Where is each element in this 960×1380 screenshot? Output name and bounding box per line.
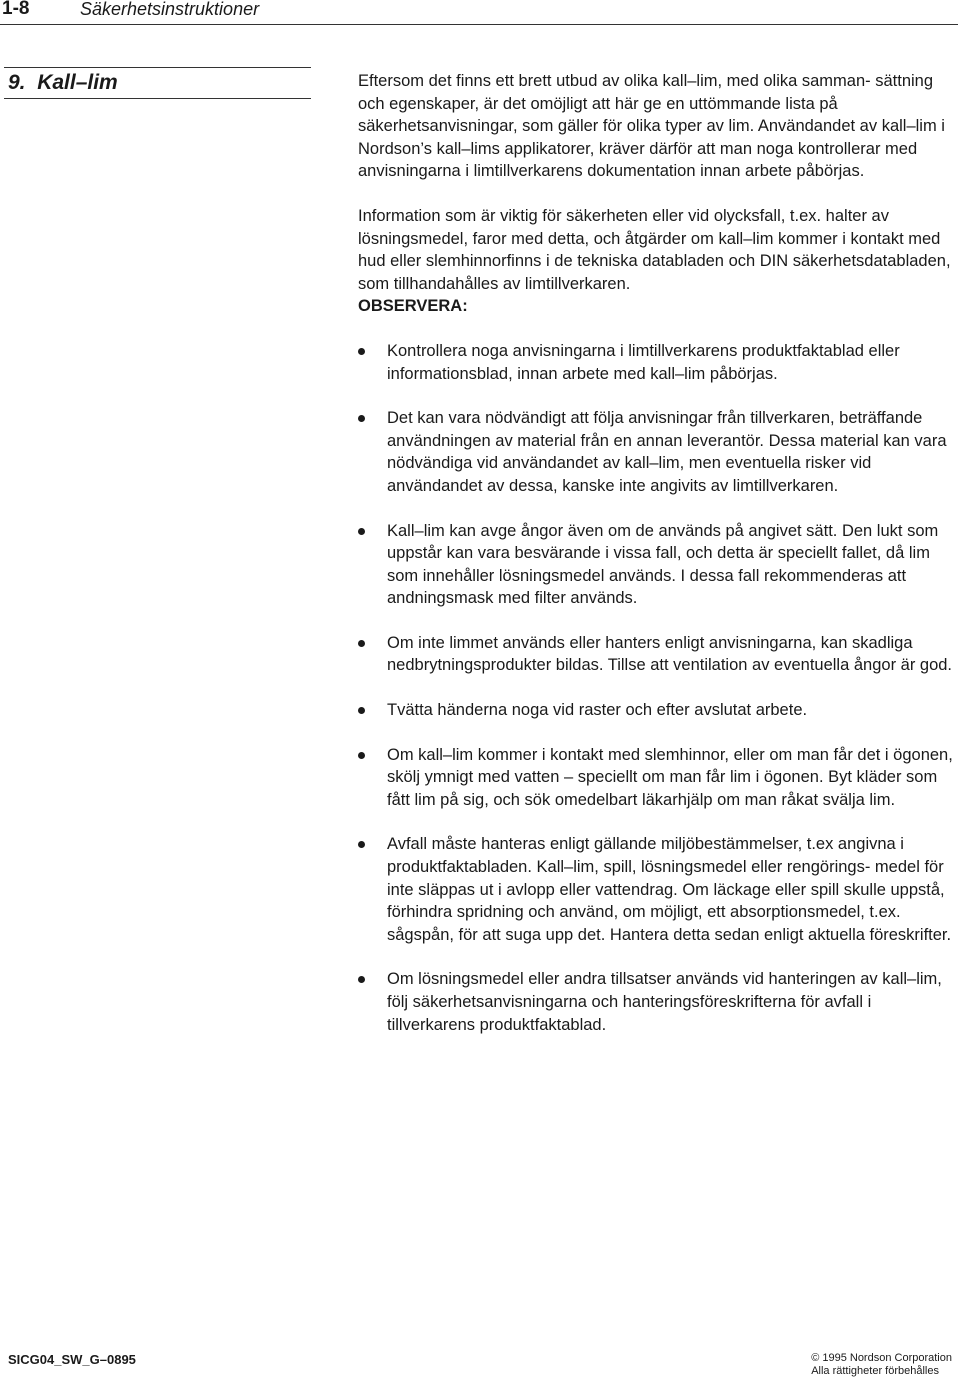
page-header bbox=[0, 0, 960, 26]
bullet-icon bbox=[358, 976, 365, 983]
section-number: 9. bbox=[8, 71, 26, 94]
list-item-text: Om lösningsmedel eller andra tillsatser används vid hanteringen av kall–lim, följ säkerhetsanvisningarna och hanteringsföreskrifterna för avfall i tillverkarens produktfaktablad. bbox=[387, 970, 942, 1034]
bullet-icon bbox=[358, 348, 365, 355]
bullet-icon bbox=[358, 707, 365, 714]
section-rule-bottom bbox=[4, 98, 311, 99]
section-rule-top bbox=[4, 67, 311, 68]
list-item bbox=[358, 833, 958, 946]
list-item bbox=[358, 968, 958, 1036]
rights-text: Alla rättigheter förbehålles bbox=[811, 1365, 939, 1377]
document-id: SICG04_SW_G–0895 bbox=[8, 1352, 136, 1367]
main-content bbox=[358, 70, 958, 1036]
list-item bbox=[358, 699, 958, 722]
list-item-text: Om inte limmet används eller hanters enligt anvisningarna, kan skadliga nedbrytningsprodukter bildas. Tillse att ventilation av eventuella ångor är god. bbox=[387, 633, 953, 675]
page-number: 1-8 bbox=[2, 0, 30, 19]
list-item bbox=[358, 407, 958, 497]
bullet-icon bbox=[358, 528, 365, 535]
list-item-text: Om kall–lim kommer i kontakt med slemhinnor, eller om man får det i ögonen, skölj ymnigt med vatten – speciellt om man får lim i ögonen. Byt kläder som fått lim på sig, och sök omedelbart läkarhjälp om man råkat svälja lim. bbox=[387, 745, 953, 809]
section-heading bbox=[8, 71, 118, 95]
footer-copyright-block bbox=[811, 1352, 952, 1378]
bullet-icon bbox=[358, 752, 365, 759]
list-item-text: Tvätta händerna noga vid raster och efter avslutat arbete. bbox=[387, 701, 808, 720]
list-item bbox=[358, 340, 958, 385]
section-title: Kall–lim bbox=[37, 71, 118, 94]
observera-label: OBSERVERA: bbox=[358, 297, 468, 316]
list-item-text: Kall–lim kan avge ångor även om de används på angivet sätt. Den lukt som uppstår kan vara besvärande i vissa fall, och detta är speciellt fallet, då lim som innehåller lösningsmedel används. I dessa fall rekommenderas att andningsmask med filter används. bbox=[387, 521, 939, 608]
bullet-icon bbox=[358, 841, 365, 848]
header-rule bbox=[0, 24, 958, 25]
list-item bbox=[358, 520, 958, 610]
chapter-title: Säkerhetsinstruktioner bbox=[80, 0, 260, 19]
intro-paragraph: Eftersom det finns ett brett utbud av olika kall–lim, med olika samman- sättning och egenskaper, är det omöjligt att här ge en uttömmande lista på säkerhetsanvisningar, som gäller för olika typer av lim. Användandet av kall–lim i Nordson’s kall–lims applikatorer, kräver därför att man noga kontrollerar med anvisningarna i limtillverkarens dokumentation innan arbete påbörjas. bbox=[358, 72, 945, 181]
list-item bbox=[358, 744, 958, 812]
bullet-icon bbox=[358, 640, 365, 647]
list-item-text: Avfall måste hanteras enligt gällande miljöbestämmelser, t.ex angivna i produktfaktabladen. Kall–lim, spill, lösningsmedel eller rengörings- medel för inte släppas ut i avlopp eller vattendrag. Om läckage eller spill skulle uppstå, förhindra spridning och använd, om möjligt, ett absorptionsmedel, t.ex. sågspån, för att suga upp det. Hantera detta sedan enligt aktuella föreskrifter. bbox=[387, 835, 952, 944]
list-item-text: Kontrollera noga anvisningarna i limtillverkarens produktfaktablad eller informationsblad, innan arbete med kall–lim påbörjas. bbox=[387, 341, 900, 383]
list-item-text: Det kan vara nödvändigt att följa anvisningar från tillverkaren, beträffande användningen av material från en annan leverantör. Dessa material kan vara nödvändiga vid användandet av kall–lim, men eventuella risker vid användandet av dessa, kanske inte angivits av limtillverkaren. bbox=[387, 409, 947, 495]
bullet-icon bbox=[358, 415, 365, 422]
bullet-list bbox=[358, 340, 958, 1036]
intro-paragraph: Information som är viktig för säkerheten eller vid olycksfall, t.ex. halter av lösningsmedel, faror med detta, och åtgärder om kall–lim kommer i kontakt med hud eller slemhinnorfinns i de tekniska databladen och DIN säkerhetsdatabladen, som tillhandahålles av limtillverkaren. bbox=[358, 206, 951, 293]
copyright-text: © 1995 Nordson Corporation bbox=[811, 1352, 952, 1364]
list-item bbox=[358, 632, 958, 677]
